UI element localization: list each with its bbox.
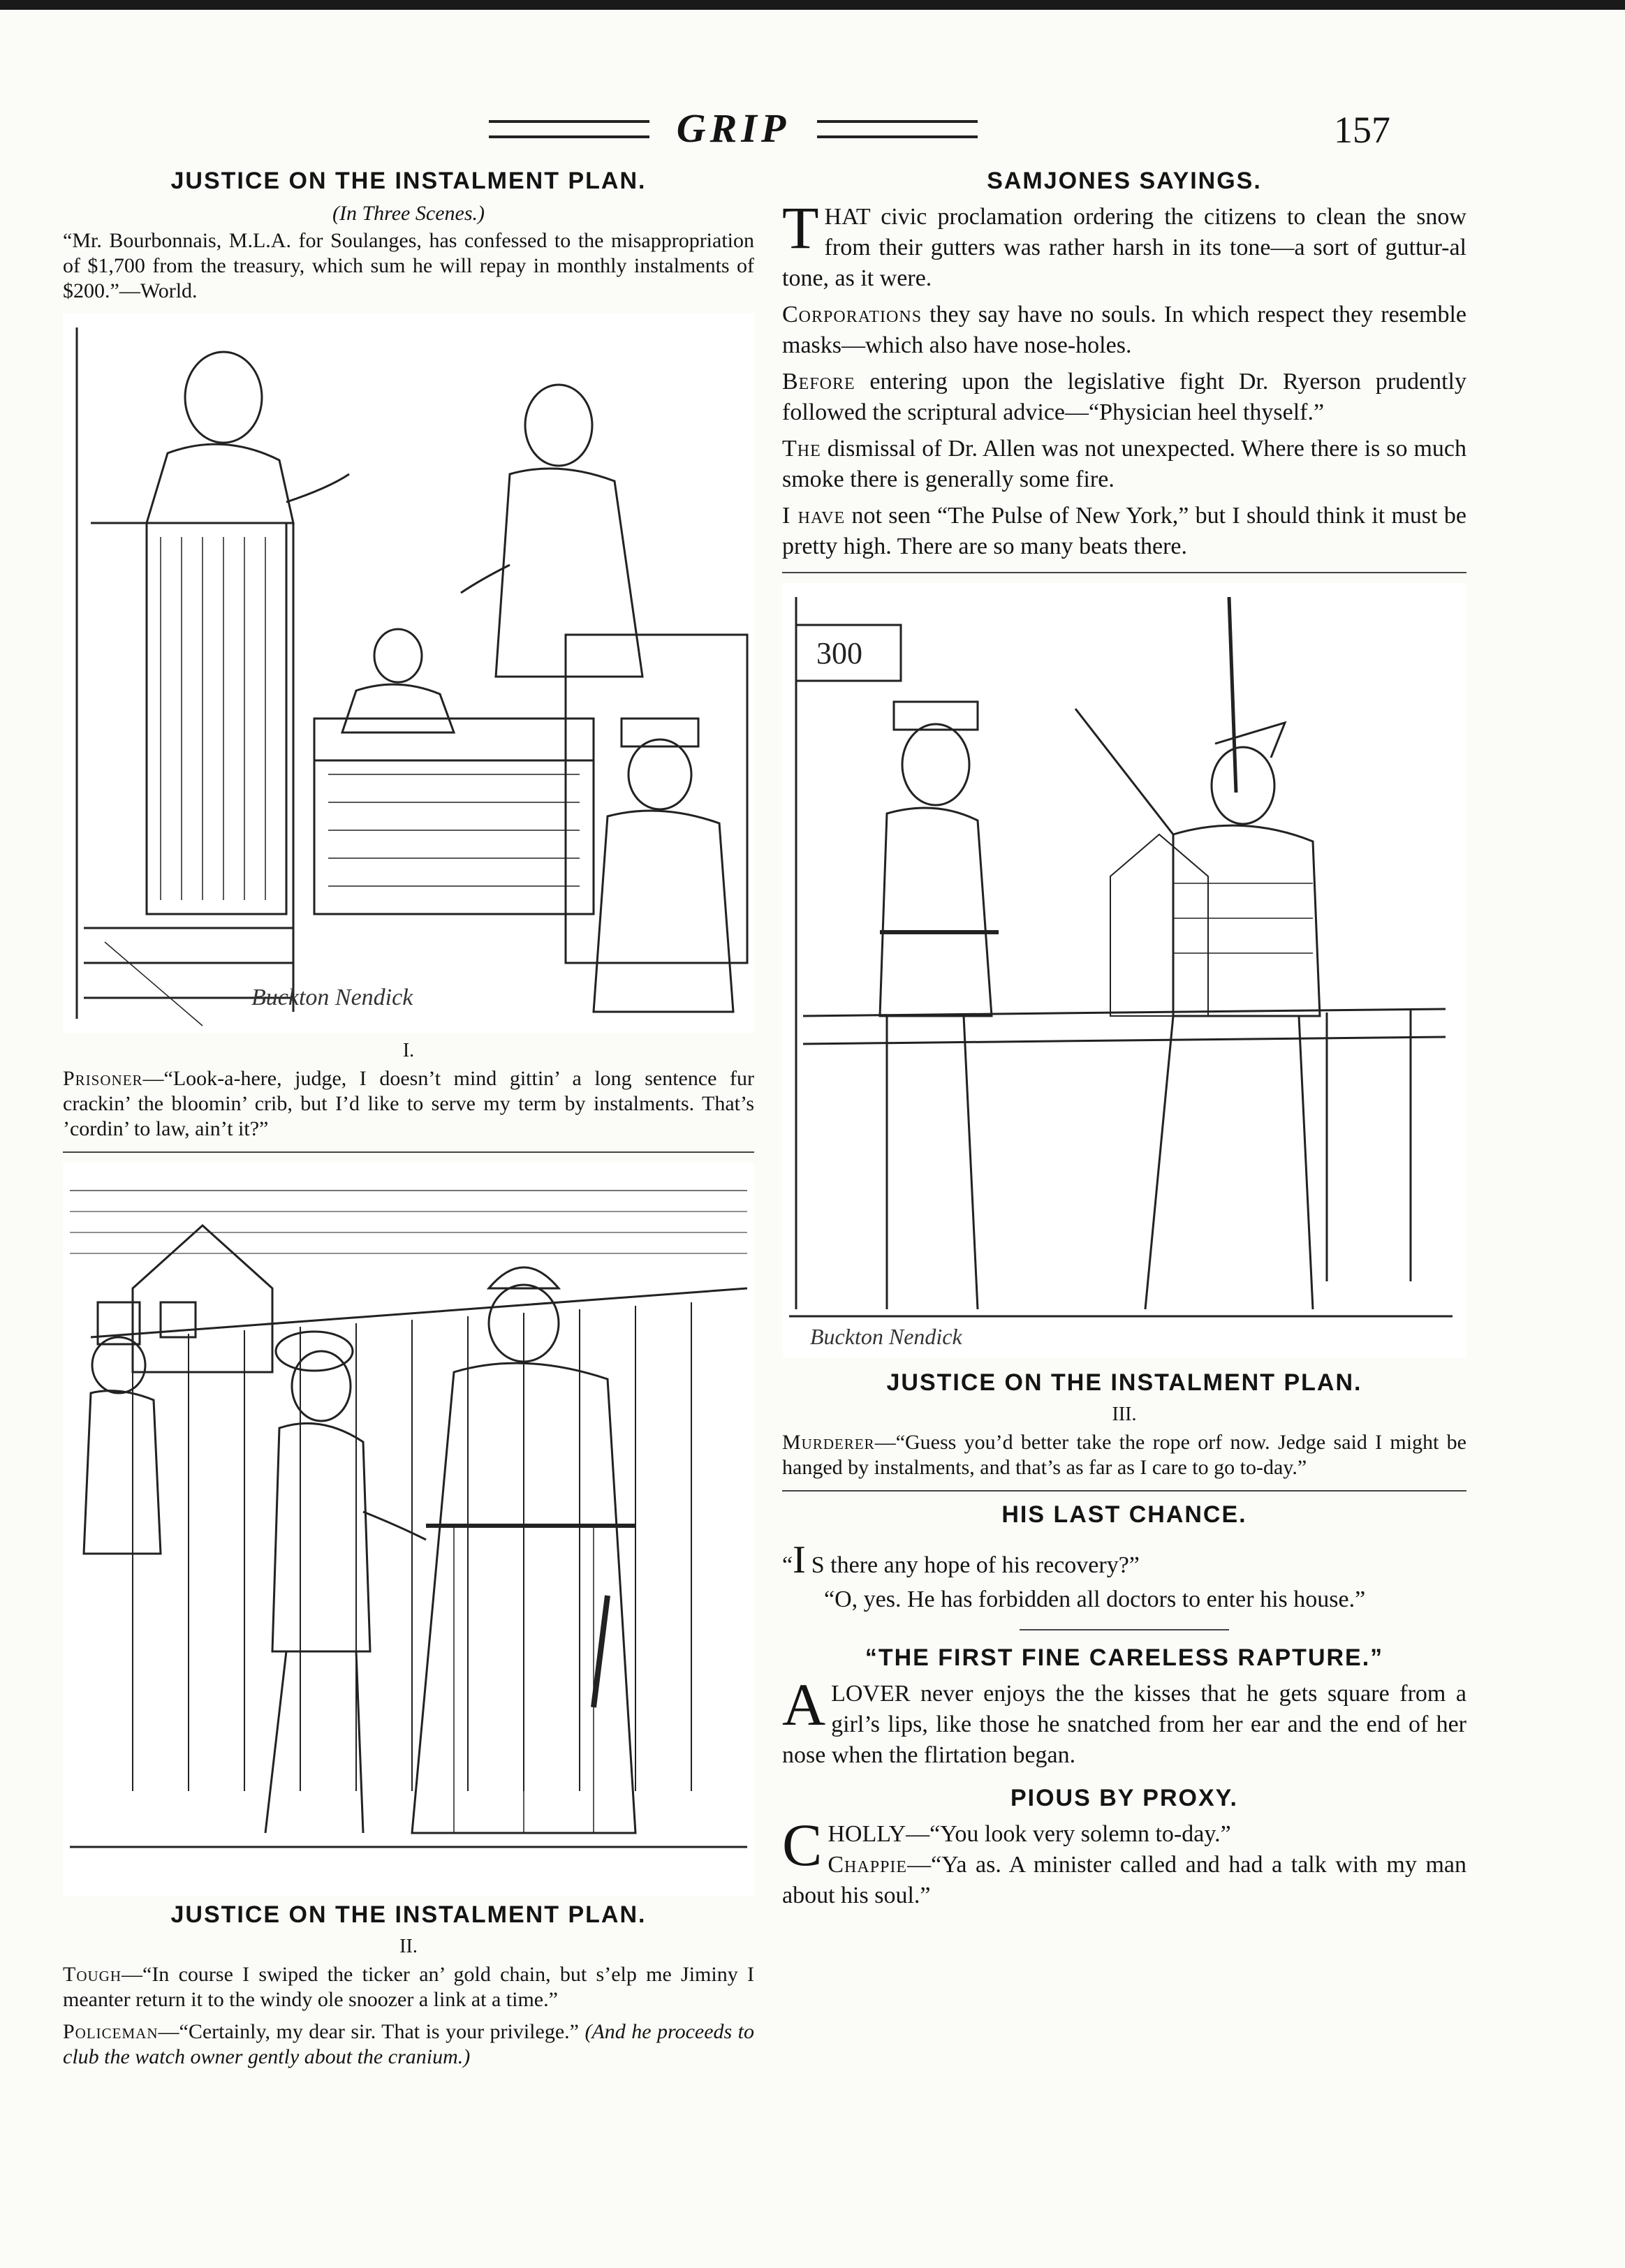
rapture-heading: “THE FIRST FINE CARELESS RAPTURE.” (865, 1644, 1384, 1671)
article-heading-scene2: JUSTICE ON THE INSTALMENT PLAN. (170, 1901, 647, 1928)
rapture-paragraph (782, 1671, 1466, 1771)
scene-number-1: I. (402, 1040, 415, 1061)
section-divider (782, 572, 1466, 573)
courtroom-illustration (63, 314, 754, 1033)
section-divider (63, 1151, 754, 1153)
gallows-illustration (782, 583, 1466, 1358)
speaker-policeman: Policeman (63, 2020, 159, 2043)
samjones-para-5 (782, 501, 1466, 562)
murderer-dialogue: —“Guess you’d better take the rope orf now. Jedge said I might be hanged by instalments, and that’s as far as I care to go to-day.” (782, 1431, 1466, 1479)
samjones-p3-lead: Before (782, 369, 855, 395)
page-number: 157 (1334, 109, 1390, 151)
rapture-lead: LOVER (831, 1681, 911, 1707)
samjones-para-2 (782, 300, 1466, 361)
article-heading-scene3: JUSTICE ON THE INSTALMENT PLAN. (886, 1369, 1362, 1396)
samjones-heading: SAMJONES SAYINGS. (987, 168, 1262, 194)
last-chance-open-quote: “ (782, 1552, 793, 1578)
masthead (489, 105, 978, 154)
scene-number-3: III. (1112, 1404, 1137, 1425)
scene2-policeman-caption (63, 2019, 754, 2070)
samjones-p2-lead: Corporations (782, 302, 922, 327)
samjones-p2-text: they say have no souls. In which respect they resemble masks—which also have nose-holes. (782, 302, 1466, 358)
prisoner-dialogue: —“Look-a-here, judge, I doesn’t mind gittin’ a long sentence fur crackin’ the bloomin’ crib, but I’d like to serve my term by instalments. That’s ’cordin’ to law, ain’t it?” (63, 1067, 754, 1140)
scene2-tough-caption (63, 1962, 754, 2012)
last-chance-heading: HIS LAST CHANCE. (1001, 1501, 1247, 1528)
samjones-p4-lead: The (782, 436, 821, 462)
scene3-caption (782, 1430, 1466, 1480)
last-chance-line-2: “O, yes. He has forbidden all doctors to enter his house.” (824, 1586, 1366, 1612)
illustrator-signature-2: Buckton Nendick (810, 1324, 962, 1349)
samjones-para-3 (782, 367, 1466, 428)
article-heading-scene1: JUSTICE ON THE INSTALMENT PLAN. (170, 168, 647, 194)
right-column (782, 168, 1466, 1911)
short-divider (1020, 1629, 1229, 1630)
pious-text-1: —“You look very solemn to-day.” (906, 1821, 1231, 1847)
samjones-p5-lead: I have (782, 503, 846, 529)
masthead-rule-right (817, 120, 978, 138)
courtroom-drawing (63, 314, 754, 1033)
stage-direction: (And he proceeds to club the watch owner gently about the cranium.) (63, 2020, 754, 2068)
article-subheading: (In Three Scenes.) (332, 202, 485, 225)
page-top-border (0, 0, 1625, 10)
speaker-murderer: Murderer (782, 1431, 875, 1454)
samjones-p4-text: dismissal of Dr. Allen was not unexpected. Where there is so much smoke there is generally some fire. (782, 436, 1466, 492)
news-quote: “Mr. Bourbonnais, M.L.A. for Soulanges, has confessed to the misappropriation of $1,700 from the treasury, which sum he will repay in monthly instalments of $200.”—World. (63, 229, 754, 302)
speaker-tough: Tough (63, 1963, 122, 1986)
pious-text-2: —“Ya as. A minister called and had a talk with my man about his soul.” (782, 1852, 1466, 1908)
scene1-caption (63, 1066, 754, 1142)
samjones-p5-text: not seen “The Pulse of New York,” but I should think it must be pretty high. There are so many beats there. (782, 503, 1466, 559)
last-chance-line-1 (782, 1536, 1466, 1584)
section-divider (782, 1490, 1466, 1492)
left-column (63, 168, 754, 2070)
scene-number-2: II. (399, 1936, 418, 1957)
drop-cap-i: I (793, 1538, 806, 1582)
tough-dialogue: —“In course I swiped the ticker an’ gold chain, but s’elp me Jiminy I meanter return it to the windy ole snoozer a link at a time.” (63, 1963, 754, 2011)
gallows-drawing (782, 583, 1466, 1358)
street-drawing (63, 1163, 754, 1896)
gallows-sign-number: 300 (816, 636, 862, 670)
illustrator-signature: Buckton Nendick (251, 985, 413, 1010)
samjones-p3-text: entering upon the legislative fight Dr. Ryerson prudently followed the scriptural advice—“Physician heel thyself.” (782, 369, 1466, 425)
samjones-p1-lead: HAT (824, 204, 871, 230)
drop-cap-t: T (782, 194, 819, 261)
pious-heading: PIOUS BY PROXY. (1010, 1785, 1239, 1811)
masthead-title: GRIP (676, 105, 791, 151)
drop-cap-a: A (782, 1671, 826, 1738)
street-illustration (63, 1163, 754, 1896)
samjones-p1-text: civic proclamation ordering the citizens to clean the snow from their gutters was rather harsh in its tone—a sort of guttur-al tone, as it were. (782, 204, 1466, 291)
pious-lead-2: Chappie (828, 1852, 908, 1878)
speaker-prisoner: Prisoner (63, 1067, 143, 1090)
pious-lead-1: HOLLY (828, 1821, 906, 1847)
policeman-dialogue: —“Certainly, my dear sir. That is your privilege.” (158, 2020, 579, 2043)
samjones-para-4 (782, 434, 1466, 495)
drop-cap-c: C (782, 1811, 823, 1878)
samjones-para-1 (782, 194, 1466, 294)
pious-line-2 (782, 1850, 1466, 1911)
rapture-text: never enjoys the the kisses that he gets square from a girl’s lips, like those he snatched from her ear and the end of her nose when the flirtation began. (782, 1681, 1466, 1768)
last-chance-question: S there any hope of his recovery?” (811, 1552, 1140, 1578)
